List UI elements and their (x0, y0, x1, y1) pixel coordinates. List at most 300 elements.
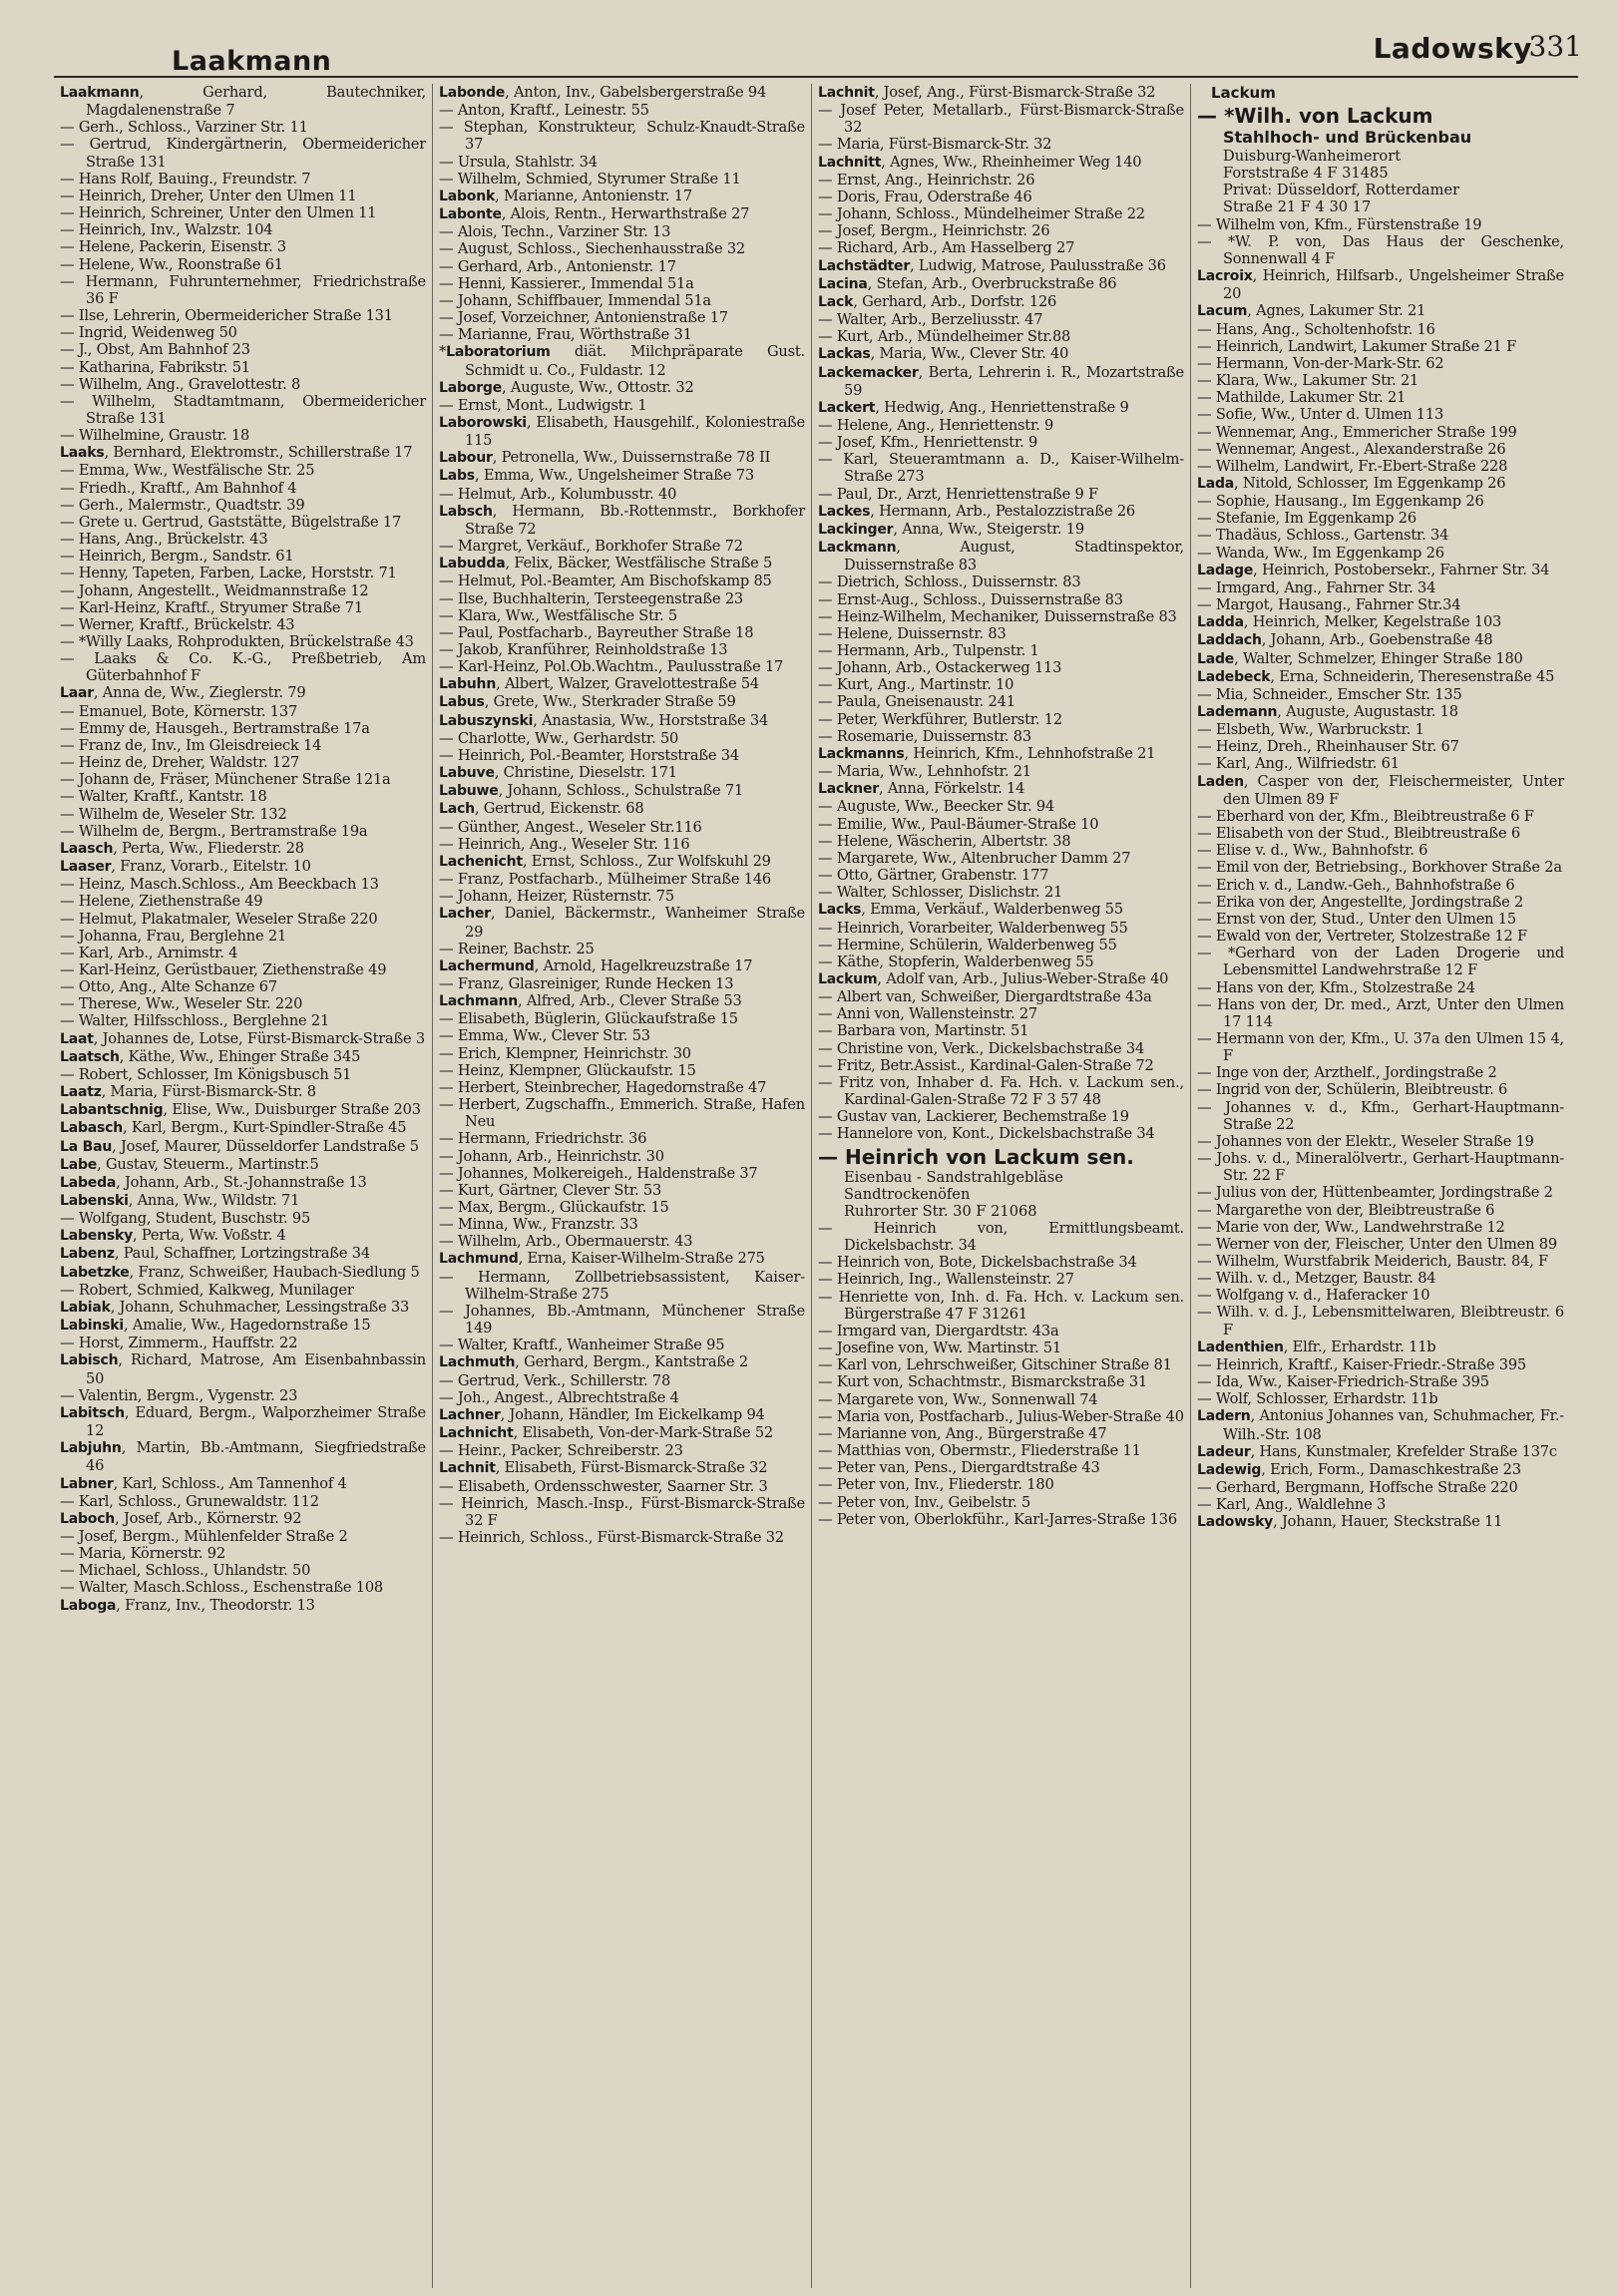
directory-entry: — Anni von, Wallensteinstr. 27 (818, 1005, 1038, 1023)
directory-entry: — Wilhelm, Landwirt, Fr.-Ebert-Straße 228 (1197, 457, 1508, 475)
directory-entry: — Helene, Duissernstr. 83 (818, 624, 1007, 642)
directory-entry: — Peter von, Oberlokführ., Karl-Jarres-Straße 136 (818, 1510, 1177, 1528)
advertisement-line: Straße 21 F 4 30 17 (1223, 198, 1372, 216)
directory-entry: — Emma, Ww., Clever Str. 53 (439, 1027, 650, 1045)
advertisement-title: — *Wilh. von Lackum (1197, 104, 1433, 128)
directory-entry: Lacina, Stefan, Arb., Overbruckstraße 86 (818, 274, 1117, 292)
directory-entry: — Karl, Ang., Waldlehne 3 (1197, 1496, 1387, 1514)
directory-entry: Lackner, Anna, Förkelstr. 14 (818, 780, 1025, 798)
directory-entry: — Wilhelm von, Kfm., Fürstenstraße 19 (1197, 215, 1482, 233)
directory-entry: — Julius von der, Hüttenbeamter, Jordingstraße 2 (1197, 1184, 1553, 1202)
directory-entry: — Wilhelmine, Graustr. 18 (60, 427, 250, 445)
directory-entry: — Gertrud, Kindergärtnerin, Obermeidericher Straße 131 (60, 136, 426, 171)
directory-entry: — Franz, Glasreiniger, Runde Hecken 13 (439, 974, 734, 992)
directory-entry: — Reiner, Bachstr. 25 (439, 940, 595, 957)
directory-entry: Labuwe, Johann, Schloss., Schulstraße 71 (439, 782, 744, 800)
directory-entry: — Werner, Kraftf., Brückelstr. 43 (60, 615, 295, 633)
directory-entry: — Helene, Ziethenstraße 49 (60, 893, 263, 911)
directory-entry: Labonde, Anton, Inv., Gabelsbergerstraße 94 (439, 84, 767, 101)
directory-entry: — Thadäus, Schloss., Gartenstr. 34 (1197, 527, 1449, 545)
directory-entry: — Valentin, Bergm., Vygenstr. 23 (60, 1386, 298, 1404)
directory-entry: — Therese, Ww., Weseler Str. 220 (60, 995, 303, 1013)
directory-entry: — Heinz-Wilhelm, Mechaniker, Duissernstraße 83 (818, 607, 1177, 625)
directory-entry: — Kurt, Gärtner, Clever Str. 53 (439, 1181, 662, 1199)
directory-entry: — Emil von der, Betriebsing., Borkhover Straße 2a (1197, 859, 1562, 877)
directory-entry: — *W. P. von, Das Haus der Geschenke, Sonnenwall 4 F (1197, 232, 1564, 267)
directory-entry: — J., Obst, Am Bahnhof 23 (60, 341, 250, 359)
directory-entry: — Käthe, Stopferin, Walderbenweg 55 (818, 953, 1094, 970)
directory-entry: — Kurt, Arb., Mündelheimer Str.88 (818, 328, 1071, 346)
directory-entry: — Peter van, Pens., Diergardtstraße 43 (818, 1459, 1100, 1477)
directory-entry: — Erich, Klempner, Heinrichstr. 30 (439, 1044, 691, 1062)
directory-entry: — Wolfgang v. d., Haferacker 10 (1197, 1287, 1430, 1305)
directory-entry: — Karl-Heinz, Pol.Ob.Wachtm., Paulusstraße 17 (439, 658, 784, 676)
directory-entry: — Klara, Ww., Westfälische Str. 5 (439, 606, 677, 624)
directory-entry: — Maria von, Postfacharb., Julius-Weber-Straße 40 (818, 1407, 1184, 1425)
directory-entry: Lack, Gerhard, Arb., Dorfstr. 126 (818, 292, 1057, 310)
directory-entry: — Walter, Kraftf., Kantstr. 18 (60, 788, 267, 806)
directory-entry: Lackinger, Anna, Ww., Steigerstr. 19 (818, 520, 1084, 538)
directory-entry: Labetzke, Franz, Schweißer, Haubach-Siedlung 5 (60, 1263, 420, 1281)
directory-entry: Laatsch, Käthe, Ww., Ehinger Straße 345 (60, 1047, 361, 1065)
directory-entry: Ladern, Antonius Johannes van, Schuhmacher, Fr.-Wilh.-Str. 108 (1197, 1407, 1564, 1443)
directory-entry: — Margret, Verkäuf., Borkhofer Straße 72 (439, 538, 743, 556)
directory-entry: Lachmann, Alfred, Arb., Clever Straße 53 (439, 992, 742, 1010)
directory-entry: — Mia, Schneider., Emscher Str. 135 (1197, 685, 1462, 703)
advertisement-title: — Heinrich von Lackum sen. (818, 1144, 1134, 1169)
directory-entry: — Wennemar, Angest., Alexanderstraße 26 (1197, 440, 1506, 458)
directory-entry: Lacher, Daniel, Bäckermstr., Wanheimer Straße 29 (439, 905, 805, 941)
directory-entry: — Hermann von der, Kfm., U. 37a den Ulmen 15 4, F (1197, 1029, 1564, 1065)
directory-entry: — Hans von der, Kfm., Stolzestraße 24 (1197, 978, 1475, 996)
directory-entry: — Helene, Wäscherin, Albertstr. 38 (818, 832, 1071, 850)
directory-entry: Laaser, Franz, Vorarb., Eitelstr. 10 (60, 858, 311, 876)
advertisement-line: Duisburg-Wanheimerort (1223, 148, 1402, 165)
directory-entry: — Heinrich, Masch.-Insp., Fürst-Bismarck-Straße 32 F (439, 1494, 805, 1529)
directory-entry: — Heinz, Klempner, Glückaufstr. 15 (439, 1061, 696, 1079)
directory-entry: — Kurt, Ang., Martinstr. 10 (818, 676, 1014, 694)
directory-entry: — Ewald von der, Vertreter, Stolzestraße 12 F (1197, 928, 1527, 946)
directory-entry: — Henni, Kassierer., Immendal 51a (439, 274, 694, 292)
directory-entry: — Emma, Ww., Westfälische Str. 25 (60, 462, 315, 480)
directory-entry: — Hermann, Fuhrunternehmer, Friedrichstraße 36 F (60, 272, 426, 307)
directory-entry: Lachnit, Elisabeth, Fürst-Bismarck-Straße 32 (439, 1459, 768, 1477)
directory-entry: — Michael, Schloss., Uhlandstr. 50 (60, 1562, 311, 1580)
directory-entry: — Walter, Schlosser, Dislichstr. 21 (818, 884, 1063, 902)
directory-entry: — Josefine von, Ww. Martinstr. 51 (818, 1339, 1062, 1357)
directory-entry: — Karl, Ang., Wilfriedstr. 61 (1197, 755, 1400, 773)
directory-entry: Ladowsky, Johann, Hauer, Steckstraße 11 (1197, 1513, 1503, 1531)
directory-entry: — Eberhard von der, Kfm., Bleibtreustraße 6 F (1197, 807, 1534, 825)
directory-entry: — Wilhelm, Ang., Gravelottestr. 8 (60, 375, 301, 393)
directory-entry: — Johann, Angestellt., Weidmannstraße 12 (60, 581, 369, 599)
directory-entry: Labiak, Johann, Schuhmacher, Lessingstraße 33 (60, 1298, 410, 1316)
directory-entry: — Karl-Heinz, Kraftf., Stryumer Straße 71 (60, 598, 363, 616)
directory-entry: — Ilse, Buchhalterin, Tersteegenstraße 23 (439, 589, 743, 607)
directory-entry: — Johs. v. d., Mineralölvertr., Gerhart-Hauptmann-Str. 22 F (1197, 1150, 1564, 1185)
directory-entry: — Wilhelm de, Bergm., Bertramstraße 19a (60, 822, 368, 840)
directory-entry: La Bau, Josef, Maurer, Düsseldorfer Landstraße 5 (60, 1137, 419, 1155)
directory-entry: — Johann, Schloss., Mündelheimer Straße 22 (818, 205, 1145, 223)
directory-entry: — Richard, Arb., Am Hasselberg 27 (818, 239, 1075, 257)
directory-entry: — Charlotte, Ww., Gerhardstr. 50 (439, 729, 679, 747)
directory-columns (54, 84, 1578, 2288)
directory-entry: — Albert van, Schweißer, Diergardtstraße 43a (818, 988, 1152, 1006)
directory-entry: — Johann, Schiffbauer, Immendal 51a (439, 291, 711, 309)
directory-entry: — Gerhard, Arb., Antonienstr. 17 (439, 257, 676, 275)
directory-entry: — Heinrich, Pol.-Beamter, Horststraße 34 (439, 746, 739, 764)
directory-entry: — Peter von, Inv., Geibelstr. 5 (818, 1493, 1031, 1511)
directory-entry: — Maria, Körnerstr. 92 (60, 1545, 225, 1563)
advertisement-line: Privat: Düsseldorf, Rotterdamer (1223, 182, 1460, 199)
directory-entry: — Hermine, Schülerin, Walderbenweg 55 (818, 936, 1117, 954)
directory-entry: — Otto, Gärtner, Grabenstr. 177 (818, 867, 1049, 885)
directory-entry: — Peter von, Inv., Fliederstr. 180 (818, 1476, 1054, 1494)
directory-entry: — Marie von der, Ww., Landwehrstraße 12 (1197, 1218, 1505, 1236)
directory-entry: — Heinz, Masch.Schloss., Am Beeckbach 13 (60, 876, 379, 894)
directory-entry: — Laaks & Co. K.-G., Preßbetrieb, Am Güterbahnhof F (60, 650, 426, 685)
directory-entry: Labuszynski, Anastasia, Ww., Horststraße 34 (439, 711, 769, 729)
directory-entry: — Stephan, Konstrukteur, Schulz-Knaudt-Straße 37 (439, 119, 805, 154)
directory-entry: — Auguste, Ww., Beecker Str. 94 (818, 798, 1055, 816)
directory-entry: — Paul, Postfacharb., Bayreuther Straße 18 (439, 623, 754, 641)
directory-entry: — Heinrich, Inv., Walzstr. 104 (60, 221, 273, 239)
directory-entry: Lacroix, Heinrich, Hilfsarb., Ungelsheimer Straße 20 (1197, 267, 1564, 303)
directory-entry: Lachnitt, Agnes, Ww., Rheinheimer Weg 140 (818, 153, 1142, 171)
directory-entry: — Walter, Hilfsschloss., Berglehne 21 (60, 1012, 330, 1030)
directory-entry: — Hermann, Zollbetriebsassistent, Kaiser-Wilhelm-Straße 275 (439, 1268, 805, 1303)
directory-entry: — Hans, Ang., Scholtenhofstr. 16 (1197, 320, 1435, 338)
directory-entry: — Franz de, Inv., Im Gleisdreieck 14 (60, 736, 322, 754)
directory-entry: — Gertrud, Verk., Schillerstr. 78 (439, 1371, 671, 1389)
directory-entry: — Elise v. d., Ww., Bahnhofstr. 6 (1197, 842, 1428, 860)
directory-entry: — Wennemar, Ang., Emmericher Straße 199 (1197, 423, 1517, 441)
directory-entry: Ladewig, Erich, Form., Damaschkestraße 23 (1197, 1460, 1521, 1478)
directory-entry: — Heinrich, Ing., Wallensteinstr. 27 (818, 1271, 1074, 1289)
directory-entry: — Johann, Arb., Heinrichstr. 30 (439, 1147, 664, 1165)
directory-entry: Labasch, Karl, Bergm., Kurt-Spindler-Straße 45 (60, 1119, 407, 1137)
column-heading: Lackum (1211, 84, 1276, 102)
directory-entry: Labensky, Perta, Ww. Voßstr. 4 (60, 1227, 286, 1245)
directory-entry: Laddach, Johann, Arb., Goebenstraße 48 (1197, 631, 1493, 649)
directory-entry: Labsch, Hermann, Bb.-Rottenmstr., Borkhofer Straße 72 (439, 502, 805, 538)
directory-entry: — Fritz, Betr.Assist., Kardinal-Galen-Straße 72 (818, 1056, 1154, 1074)
directory-entry: — Heinrich, Dreher, Unter den Ulmen 11 (60, 187, 357, 204)
directory-entry: Labour, Petronella, Ww., Duissernstraße 78 II (439, 449, 771, 467)
directory-entry: — Otto, Ang., Alte Schanze 67 (60, 978, 277, 996)
directory-entry: Lach, Gertrud, Eickenstr. 68 (439, 800, 644, 818)
directory-entry: — Johannes von der Elektr., Weseler Straße 19 (1197, 1132, 1534, 1150)
directory-entry: — Marianne, Frau, Wörthstraße 31 (439, 326, 692, 344)
directory-entry: — Margarete von, Ww., Sonnenwall 74 (818, 1390, 1098, 1408)
directory-entry: — Josef Peter, Metallarb., Fürst-Bismarck-Straße 32 (818, 102, 1184, 137)
directory-entry: Ladda, Heinrich, Melker, Kegelstraße 103 (1197, 613, 1502, 631)
directory-entry: — *Willy Laaks, Rohprodukten, Brückelstraße 43 (60, 633, 414, 650)
directory-entry: — Gerh., Malermstr., Quadtstr. 39 (60, 496, 305, 514)
directory-entry: Laborowski, Elisabeth, Hausgehilf., Koloniestraße 115 (439, 413, 805, 450)
directory-entry: Laat, Johannes de, Lotse, Fürst-Bismarck-Straße 3 (60, 1029, 426, 1047)
directory-entry: Lachstädter, Ludwig, Matrose, Paulusstraße 36 (818, 256, 1166, 274)
directory-entry: — Alois, Techn., Varziner Str. 13 (439, 223, 671, 241)
directory-entry: Laboch, Josef, Arb., Körnerstr. 92 (60, 1509, 302, 1527)
directory-entry: — Hans, Ang., Brückelstr. 43 (60, 531, 268, 549)
directory-entry: — Wilhelm, Schmied, Styrumer Straße 11 (439, 170, 741, 188)
directory-entry: — Peter, Werkführer, Butlerstr. 12 (818, 710, 1062, 728)
directory-entry: — Wilhelm, Stadtamtmann, Obermeidericher Straße 131 (60, 392, 426, 427)
directory-entry: Ladebeck, Erna, Schneiderin, Theresenstraße 45 (1197, 667, 1555, 685)
directory-entry: Lackert, Hedwig, Ang., Henriettenstraße 9 (818, 398, 1129, 416)
directory-entry: — Inge von der, Arzthelf., Jordingstraße 2 (1197, 1064, 1497, 1082)
directory-entry: — Hermann, Von-der-Mark-Str. 62 (1197, 354, 1444, 372)
directory-entry: — Hermann, Arb., Tulpenstr. 1 (818, 642, 1039, 659)
directory-entry: — Max, Bergm., Glückaufstr. 15 (439, 1199, 669, 1216)
directory-entry: Ladage, Heinrich, Postobersekr., Fahrner Str. 34 (1197, 561, 1550, 578)
directory-entry: — Ernst von der, Stud., Unter den Ulmen 15 (1197, 910, 1516, 928)
directory-entry: — Johannes, Bb.-Amtmann, Münchener Straße 149 (439, 1302, 805, 1338)
advertisement-line: Ruhrorter Str. 30 F 21068 (844, 1202, 1037, 1220)
directory-entry: — Maria, Fürst-Bismarck-Str. 32 (818, 136, 1052, 154)
directory-entry: — Stefanie, Im Eggenkamp 26 (1197, 510, 1416, 528)
directory-entry: Lachenicht, Ernst, Schloss., Zur Wolfskuhl 29 (439, 852, 771, 870)
directory-entry: — Elisabeth, Ordensschwester, Saarner Str. 3 (439, 1477, 768, 1495)
directory-entry: — Heinrich, Landwirt, Lakumer Straße 21 F (1197, 337, 1516, 355)
column-4 (1191, 84, 1570, 2288)
directory-entry: — Johannes v. d., Kfm., Gerhart-Hauptmann-Straße 22 (1197, 1098, 1564, 1133)
directory-entry: Labonk, Marianne, Antonienstr. 17 (439, 187, 692, 204)
directory-entry: — Jakob, Kranführer, Reinholdstraße 13 (439, 641, 728, 658)
directory-entry: — Helene, Ww., Roonstraße 61 (60, 255, 283, 273)
directory-entry: Lackas, Maria, Ww., Clever Str. 40 (818, 345, 1069, 363)
directory-entry: — Sofie, Ww., Unter d. Ulmen 113 (1197, 406, 1444, 424)
directory-entry: — Erich v. d., Landw.-Geh., Bahnhofstraße 6 (1197, 876, 1515, 894)
directory-entry: — Gustav van, Lackierer, Bechemstraße 19 (818, 1108, 1129, 1126)
directory-entry: Lackes, Hermann, Arb., Pestalozzistraße 26 (818, 502, 1136, 520)
directory-entry: — Ernst, Mont., Ludwigstr. 1 (439, 396, 647, 414)
directory-entry: — Elsbeth, Ww., Warbruckstr. 1 (1197, 721, 1424, 739)
directory-entry: — Joh., Angest., Albrechtstraße 4 (439, 1388, 679, 1406)
directory-entry: — Erika von der, Angestellte, Jordingstraße 2 (1197, 893, 1524, 911)
directory-entry: Labinski, Amalie, Ww., Hagedornstraße 15 (60, 1317, 371, 1335)
directory-entry: — Henriette von, Inh. d. Fa. Hch. v. Lackum sen. Bürgerstraße 47 F 31261 (818, 1288, 1184, 1323)
directory-entry: Labuve, Christine, Dieselstr. 171 (439, 764, 677, 782)
directory-entry: — Fritz von, Inhaber d. Fa. Hch. v. Lackum sen., Kardinal-Galen-Straße 72 F 3 57 48 (818, 1073, 1184, 1109)
directory-entry: — Heinrich, Schloss., Fürst-Bismarck-Straße 32 (439, 1528, 784, 1546)
directory-entry: Laboga, Franz, Inv., Theodorstr. 13 (60, 1596, 315, 1614)
directory-entry: — Johann de, Fräser, Münchener Straße 121a (60, 771, 391, 789)
directory-entry: — Paula, Gneisenaustr. 241 (818, 693, 1015, 711)
directory-entry: — Walter, Arb., Berzeliusstr. 47 (818, 311, 1043, 329)
directory-entry: — Wilh. v. d. J., Lebensmittelwaren, Bleibtreustr. 6 F (1197, 1304, 1564, 1339)
directory-entry: — Helene, Packerin, Eisenstr. 3 (60, 238, 286, 256)
directory-entry: — Werner von der, Fleischer, Unter den Ulmen 89 (1197, 1235, 1557, 1253)
advertisement-line: Eisenbau - Sandstrahlgebläse (844, 1168, 1063, 1186)
directory-entry: — Margarethe von der, Bleibtreustraße 6 (1197, 1201, 1495, 1219)
advertisement-line: Sandtrockenöfen (844, 1185, 971, 1203)
column-1 (54, 84, 433, 2288)
directory-entry: Lackum, Adolf van, Arb., Julius-Weber-Straße 40 (818, 969, 1169, 987)
directory-entry: Laaks, Bernhard, Elektromstr., Schillerstraße 17 (60, 444, 413, 462)
directory-entry: — Helene, Ang., Henriettenstr. 9 (818, 416, 1054, 434)
directory-entry: Lachnit, Josef, Ang., Fürst-Bismarck-Straße 32 (818, 84, 1156, 101)
directory-entry: Labudda, Felix, Bäcker, Westfälische Straße 5 (439, 555, 773, 573)
directory-entry: — Josef, Bergm., Heinrichstr. 26 (818, 222, 1050, 240)
directory-entry: Laborge, Auguste, Ww., Ottostr. 32 (439, 378, 694, 396)
directory-entry: — Wanda, Ww., Im Eggenkamp 26 (1197, 544, 1444, 562)
directory-entry: — Margarete, Ww., Altenbrucher Damm 27 (818, 849, 1131, 867)
directory-entry: Labner, Karl, Schloss., Am Tannenhof 4 (60, 1474, 347, 1492)
directory-entry: — Wilhelm de, Weseler Str. 132 (60, 805, 287, 823)
directory-entry: — Heinrich, Kraftf., Kaiser-Friedr.-Straße 395 (1197, 1355, 1527, 1373)
directory-entry: Labjuhn, Martin, Bb.-Amtmann, Siegfriedstraße 46 (60, 1439, 426, 1475)
directory-entry: — Doris, Frau, Oderstraße 46 (818, 188, 1032, 205)
directory-entry: — Robert, Schlosser, Im Königsbusch 51 (60, 1065, 352, 1083)
directory-entry: — Ilse, Lehrerin, Obermeidericher Straße 131 (60, 307, 393, 325)
directory-entry: — Hans von der, Dr. med., Arzt, Unter den Ulmen 17 114 (1197, 995, 1564, 1030)
directory-entry: — Heinr., Packer, Schreiberstr. 23 (439, 1442, 683, 1460)
directory-entry: — Heinrich, Bergm., Sandstr. 61 (60, 548, 294, 566)
directory-entry: — Minna, Ww., Franzstr. 33 (439, 1216, 638, 1234)
directory-entry: — Christine von, Verk., Dickelsbachstraße 34 (818, 1039, 1145, 1057)
directory-entry: — Johannes, Molkereigeh., Haldenstraße 37 (439, 1164, 758, 1182)
directory-entry: Lachmund, Erna, Kaiser-Wilhelm-Straße 275 (439, 1250, 765, 1268)
directory-entry: — Kurt von, Schachtmstr., Bismarckstraße 31 (818, 1373, 1148, 1391)
directory-entry: — Ingrid, Weidenweg 50 (60, 324, 237, 342)
directory-entry: — Margot, Hausang., Fahrner Str.34 (1197, 596, 1461, 614)
advertisement-line: Forststraße 4 F 31485 (1223, 165, 1389, 183)
directory-entry: — Robert, Schmied, Kalkweg, Munilager (60, 1281, 354, 1299)
directory-entry: — Wilh. v. d., Metzger, Baustr. 84 (1197, 1270, 1436, 1288)
directory-entry: — Friedh., Kraftf., Am Bahnhof 4 (60, 479, 297, 497)
directory-entry: Laasch, Perta, Ww., Fliederstr. 28 (60, 839, 304, 857)
column-3 (812, 84, 1191, 2288)
directory-entry: — Heinrich von, Bote, Dickelsbachstraße 34 (818, 1254, 1137, 1272)
directory-entry: Lachermund, Arnold, Hagelkreuzstraße 17 (439, 957, 753, 974)
directory-entry: *Laboratorium diät. Milchpräparate Gust. Schmidt u. Co., Fuldastr. 12 (439, 343, 805, 379)
directory-entry: — Barbara von, Martinstr. 51 (818, 1022, 1029, 1040)
directory-entry: — Ida, Ww., Kaiser-Friedrich-Straße 395 (1197, 1373, 1489, 1391)
directory-entry: — Karl-Heinz, Gerüstbauer, Ziethenstraße 49 (60, 960, 387, 978)
directory-entry: — Karl, Steueramtmann a. D., Kaiser-Wilhelm-Straße 273 (818, 451, 1184, 486)
directory-entry: — Hannelore von, Kont., Dickelsbachstraße 34 (818, 1125, 1155, 1143)
directory-entry: Labe, Gustav, Steuerm., Martinstr.5 (60, 1155, 319, 1173)
directory-entry: — Katharina, Fabrikstr. 51 (60, 358, 250, 376)
directory-entry: — Wolfgang, Student, Buschstr. 95 (60, 1210, 311, 1228)
directory-entry: — Heinrich, Ang., Weseler Str. 116 (439, 835, 690, 853)
directory-entry: Laden, Casper von der, Fleischermeister, Unter den Ulmen 89 F (1197, 772, 1564, 808)
directory-entry: — Wilhelm, Wurstfabrik Meiderich, Baustr. 84, F (1197, 1253, 1548, 1270)
directory-entry: — Heinrich, Vorarbeiter, Walderbenweg 55 (818, 919, 1128, 937)
directory-entry: — Grete u. Gertrud, Gaststätte, Bügelstraße 17 (60, 513, 402, 531)
directory-entry: Labuhn, Albert, Walzer, Gravelottestraße 54 (439, 675, 760, 693)
directory-entry: — Walter, Masch.Schloss., Eschenstraße 108 (60, 1579, 384, 1597)
directory-entry: — *Gerhard von der Laden Drogerie und Lebensmittel Landwehrstraße 12 F (1197, 945, 1564, 979)
directory-entry: Lachmuth, Gerhard, Bergm., Kantstraße 2 (439, 1353, 748, 1371)
directory-entry: Labitsch, Eduard, Bergm., Walporzheimer Straße 12 (60, 1403, 426, 1440)
directory-entry: — Gerhard, Bergmann, Hoffsche Straße 220 (1197, 1479, 1518, 1497)
directory-entry: Ladeur, Hans, Kunstmaler, Krefelder Straße 137c (1197, 1442, 1557, 1460)
directory-entry: — Emilie, Ww., Paul-Bäumer-Straße 10 (818, 815, 1099, 833)
page-number: 331 (1528, 30, 1582, 63)
directory-entry: — Karl von, Lehrschweißer, Gitschiner Straße 81 (818, 1356, 1172, 1374)
directory-entry: — Gerh., Schloss., Varziner Str. 11 (60, 119, 308, 137)
directory-entry: Lackmanns, Heinrich, Kfm., Lehnhofstraße 21 (818, 744, 1156, 762)
directory-entry: — August, Schloss., Siechenhausstraße 32 (439, 240, 745, 258)
directory-entry: — Hans Rolf, Bauing., Freundstr. 7 (60, 170, 311, 188)
directory-entry: — Johanna, Frau, Berglehne 21 (60, 927, 287, 945)
directory-entry: — Helmut, Pol.-Beamter, Am Bischofskamp 85 (439, 573, 772, 590)
directory-entry: — Horst, Zimmerm., Hauffstr. 22 (60, 1335, 298, 1352)
directory-entry: — Herbert, Zugschaffn., Emmerich. Straße, Hafen Neu (439, 1096, 805, 1131)
directory-entry: — Irmgard, Ang., Fahrner Str. 34 (1197, 578, 1436, 596)
directory-entry: — Heinrich, Schreiner, Unter den Ulmen 11 (60, 204, 377, 222)
directory-entry: — Karl, Schloss., Grunewaldstr. 112 (60, 1492, 319, 1510)
directory-entry: — Helmut, Plakatmaler, Weseler Straße 220 (60, 910, 378, 928)
directory-entry: — Ursula, Stahlstr. 34 (439, 153, 598, 171)
directory-entry: Lade, Walter, Schmelzer, Ehinger Straße 180 (1197, 649, 1523, 667)
directory-entry: — Wolf, Schlosser, Erhardstr. 11b (1197, 1390, 1438, 1408)
directory-entry: — Helmut, Arb., Kolumbusstr. 40 (439, 485, 677, 503)
directory-entry: Ladenthien, Elfr., Erhardstr. 11b (1197, 1338, 1436, 1355)
header-last-name: Ladowsky (1373, 32, 1532, 65)
directory-entry: — Elisabeth, Büglerin, Glückaufstraße 15 (439, 1010, 738, 1028)
directory-entry: — Heinz de, Dreher, Waldstr. 127 (60, 754, 300, 772)
directory-entry: — Elisabeth von der Stud., Bleibtreustraße 6 (1197, 825, 1520, 843)
directory-entry: — Heinrich von, Ermittlungsbeamt. Dickelsbachstr. 34 (818, 1220, 1184, 1255)
directory-entry: — Henny, Tapeten, Farben, Lacke, Horststr. 71 (60, 565, 397, 582)
directory-entry: — Karl, Arb., Arnimstr. 4 (60, 944, 238, 961)
directory-entry: — Marianne von, Ang., Bürgerstraße 47 (818, 1424, 1107, 1442)
directory-entry: — Walter, Kraftf., Wanheimer Straße 95 (439, 1337, 725, 1354)
directory-entry: — Josef, Vorzeichner, Antonienstraße 17 (439, 309, 728, 327)
directory-entry: — Matthias von, Obermstr., Fliederstraße 11 (818, 1442, 1141, 1460)
directory-entry: — Ingrid von der, Schülerin, Bleibtreustr. 6 (1197, 1081, 1508, 1099)
directory-entry: Labs, Emma, Ww., Ungelsheimer Straße 73 (439, 467, 754, 485)
directory-entry: — Johann, Heizer, Rüsternstr. 75 (439, 888, 674, 906)
directory-entry: — Heinz, Dreh., Rheinhauser Str. 67 (1197, 738, 1459, 756)
directory-entry: — Klara, Ww., Lakumer Str. 21 (1197, 372, 1419, 390)
directory-entry: — Ernst-Aug., Schloss., Duissernstraße 83 (818, 590, 1123, 608)
directory-entry: Lademann, Auguste, Augustastr. 18 (1197, 703, 1458, 720)
directory-entry: — Johann, Arb., Ostackerweg 113 (818, 659, 1062, 677)
directory-entry: — Emmy de, Hausgeh., Bertramstraße 17a (60, 719, 370, 737)
directory-entry: — Mathilde, Lakumer Str. 21 (1197, 389, 1407, 407)
directory-entry: — Franz, Postfacharb., Mülheimer Straße 146 (439, 871, 771, 889)
directory-entry: Labus, Grete, Ww., Sterkrader Straße 59 (439, 693, 736, 711)
directory-entry: Laatz, Maria, Fürst-Bismarck-Str. 8 (60, 1083, 316, 1101)
directory-entry: Lacks, Emma, Verkäuf., Walderbenweg 55 (818, 901, 1123, 919)
header-first-name: Laakmann (172, 46, 332, 77)
directory-entry: Lackmann, August, Stadtinspektor, Duissernstraße 83 (818, 539, 1184, 574)
directory-entry: — Dietrich, Schloss., Duissernstr. 83 (818, 574, 1081, 591)
directory-entry: — Josef, Bergm., Mühlenfelder Straße 2 (60, 1527, 348, 1545)
column-2 (433, 84, 812, 2288)
advertisement-subtitle: Stahlhoch- und Brückenbau (1223, 128, 1472, 147)
directory-entry: Labonte, Alois, Rentn., Herwarthstraße 27 (439, 205, 750, 223)
directory-entry: Lacum, Agnes, Lakumer Str. 21 (1197, 302, 1426, 320)
directory-entry: — Rosemarie, Duissernstr. 83 (818, 727, 1031, 745)
directory-entry: Laakmann, Gerhard, Bautechniker, Magdalenenstraße 7 (60, 84, 426, 120)
directory-entry: — Herbert, Steinbrecher, Hagedornstraße 47 (439, 1078, 767, 1096)
directory-entry: Labisch, Richard, Matrose, Am Eisenbahnbassin 50 (60, 1351, 426, 1387)
directory-entry: — Irmgard van, Diergardtstr. 43a (818, 1322, 1059, 1339)
directory-entry: Labantschnig, Elise, Ww., Duisburger Straße 203 (60, 1101, 421, 1119)
page-header (54, 28, 1582, 78)
directory-entry: — Anton, Kraftf., Leinestr. 55 (439, 102, 649, 120)
directory-entry: — Sophie, Hausang., Im Eggenkamp 26 (1197, 493, 1484, 511)
directory-entry: Laar, Anna de, Ww., Zieglerstr. 79 (60, 684, 306, 702)
directory-entry: — Hermann, Friedrichstr. 36 (439, 1130, 647, 1148)
directory-entry: Labenz, Paul, Schaffner, Lortzingstraße 34 (60, 1245, 370, 1263)
